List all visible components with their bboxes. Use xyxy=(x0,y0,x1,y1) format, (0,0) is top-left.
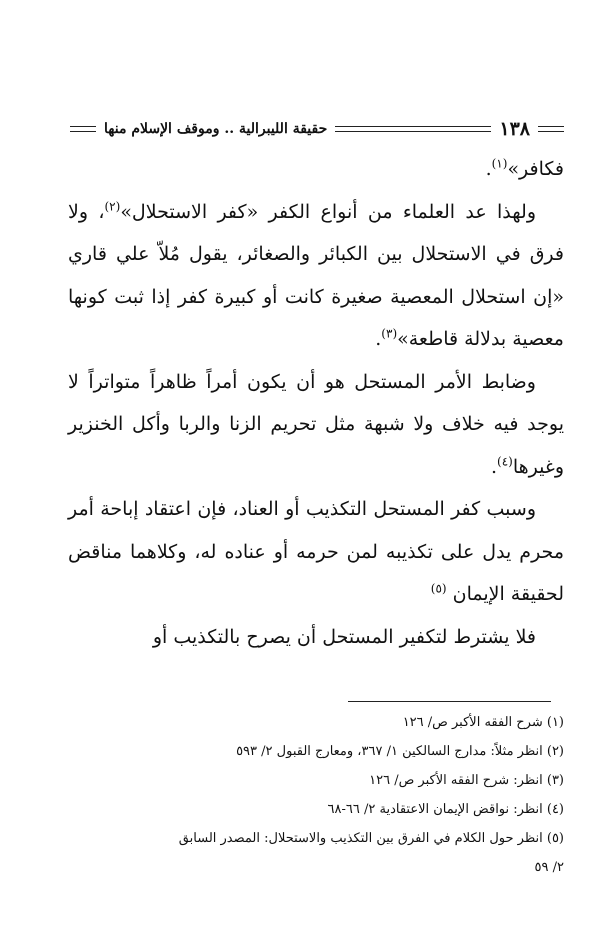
footnote-ref[interactable]: (٣) xyxy=(381,326,398,341)
paragraph-1: فكافر»$^{(١)}$. xyxy=(485,156,564,180)
body-text xyxy=(68,148,564,658)
running-title: حقيقة الليبرالية .. وموقف الإسلام منها xyxy=(104,121,328,137)
page-number: ١٣٨ xyxy=(499,118,530,140)
footnotes xyxy=(70,708,564,882)
page-header xyxy=(70,116,564,142)
header-rule xyxy=(335,126,491,132)
paragraph-3: وضابط الأمر المستحل هو أن يكون أمراً ظاهراً متواتراً لا يوجد فيه خلاف ولا شبهة مثل تحريم الزنا والربا وأكل الخنزير وغيرها$^{(٤)}$. xyxy=(68,370,564,478)
header-ornament-right xyxy=(538,126,564,132)
footnote-5: (٥) انظر حول الكلام في الفرق بين التكذيب والاستحلال: المصدر السابق xyxy=(178,831,564,846)
footnote-2: (٢) انظر مثلاً: مدارج السالكين ١/ ٣٦٧، ومعارج القبول ٢/ ٥٩٣ xyxy=(236,744,564,759)
footnote-separator xyxy=(348,701,551,702)
paragraph-5: فلا يشترط لتكفير المستحل أن يصرح بالتكذيب أو xyxy=(152,625,536,648)
footnote-5-continuation: ٢/ ٥٩ xyxy=(534,860,564,875)
paragraph-2: ولهذا عد العلماء من أنواع الكفر «كفر الاستحلال»$^{(٢)}$، ولا فرق في الاستحلال بين الكبائر والصغائر، يقول مُلاّ علي قاري «إن استحلال المعصية صغيرة كانت أو كبيرة كفر إذا ثبت كونها معصية بدلالة قاطعة»$^{(٣)}$. xyxy=(68,199,564,350)
paragraph-4: وسبب كفر المستحل التكذيب أو العناد، فإن اعتقاد إباحة أمر محرم يدل على تكذيبه لمن حرمه أو عناده له، وكلاهما مناقض لحقيقة الإيمان $^{(٥)}$ xyxy=(68,498,564,605)
footnote-ref[interactable]: (٥) xyxy=(430,581,447,596)
footnote-ref[interactable]: (٤) xyxy=(497,454,513,469)
header-ornament-left xyxy=(70,126,96,132)
footnote-3: (٣) انظر: شرح الفقه الأكبر ص/ ١٢٦ xyxy=(369,773,564,788)
footnote-ref[interactable]: (١) xyxy=(491,156,508,171)
footnote-4: (٤) انظر: نواقض الإيمان الاعتقادية ٢/ ٦٦-٦٨ xyxy=(327,802,564,817)
footnote-1: (١) شرح الفقه الأكبر ص/ ١٢٦ xyxy=(402,715,564,730)
footnote-ref[interactable]: (٢) xyxy=(104,199,121,214)
